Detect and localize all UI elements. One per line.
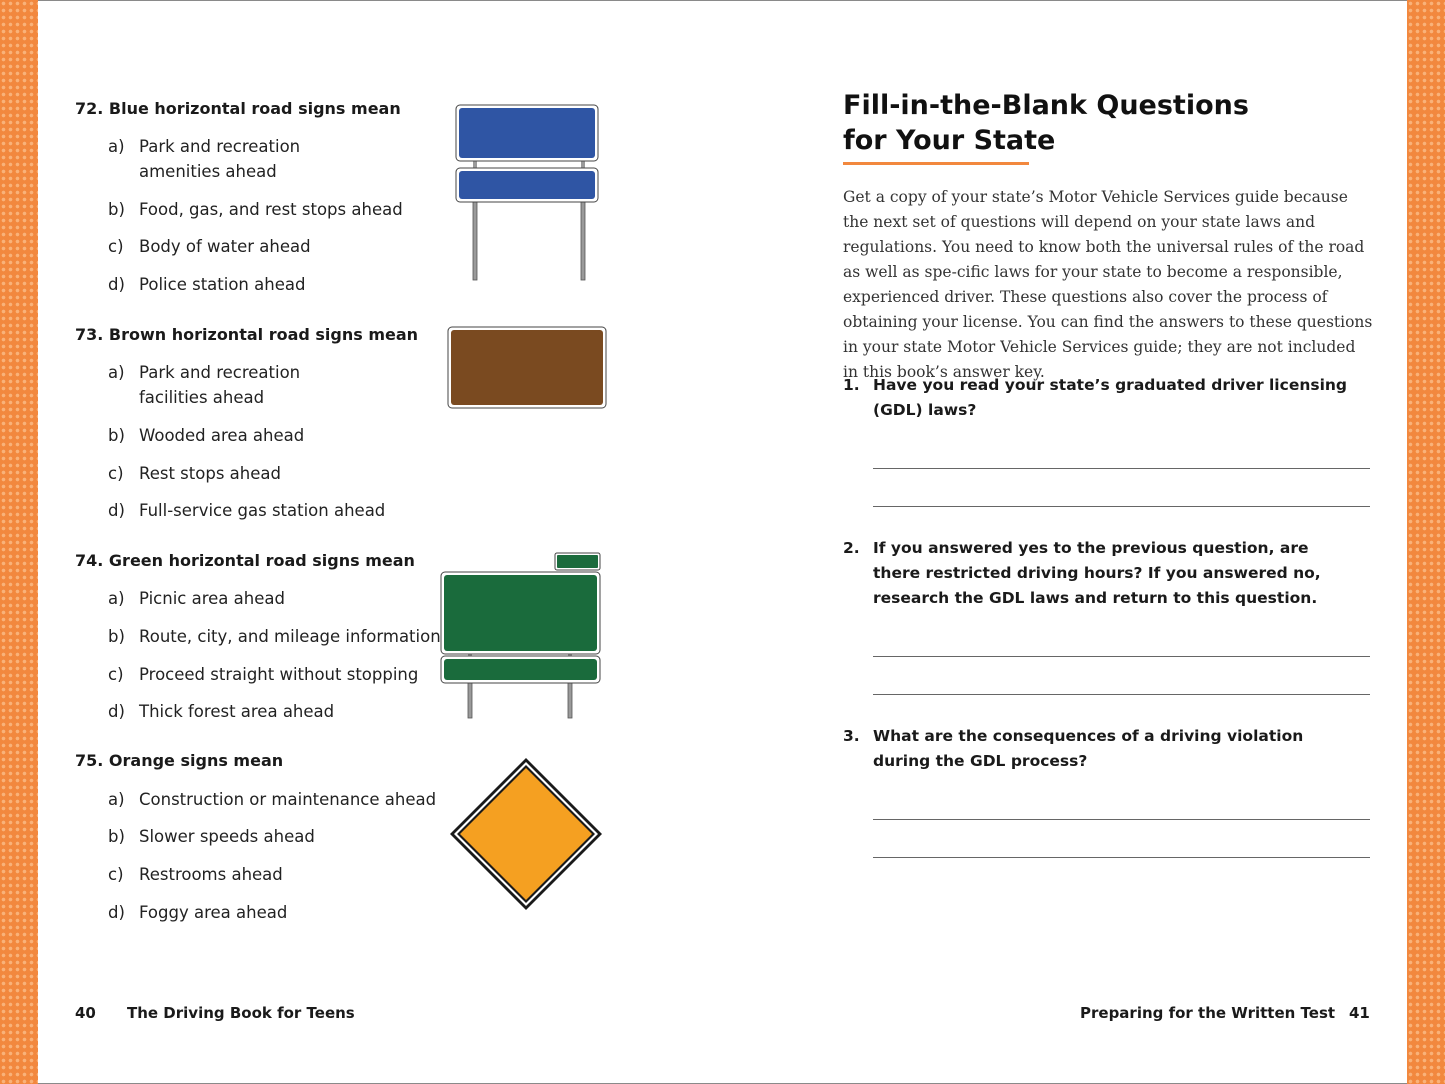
question-text: Have you read your state’s graduated driver licensing (GDL) laws? xyxy=(873,376,1348,419)
question-text: Green horizontal road signs mean xyxy=(108,551,415,570)
option-letter: b) xyxy=(108,200,125,219)
answer-line[interactable] xyxy=(873,819,1370,820)
intro-paragraph: Get a copy of your state’s Motor Vehicle Services guide because the next set of questions will depend on your state laws and regulations. You need to know both the universal rules of the road as well as spe-cific laws for your state to become a responsible, experienced driver. These questions also cover the process of obtaining your license. You can find the answers to these questions in your state Motor Vehicle Services guide; they are not included in this book’s answer key. xyxy=(843,188,1373,381)
option-text: Foggy area ahead xyxy=(139,903,288,922)
option-letter: c) xyxy=(108,237,124,256)
answer-line[interactable] xyxy=(873,506,1370,507)
green-road-sign-image xyxy=(438,550,606,722)
option-text: Thick forest area ahead xyxy=(139,702,335,721)
option-letter: c) xyxy=(108,464,124,483)
option-text: Body of water ahead xyxy=(139,237,311,256)
option-letter: a) xyxy=(108,589,125,608)
option-text: Food, gas, and rest stops ahead xyxy=(139,200,403,219)
brown-road-sign-image xyxy=(445,324,611,414)
question-number: 72. xyxy=(75,99,104,118)
question-number: 2. xyxy=(843,539,860,557)
question-text: Brown horizontal road signs mean xyxy=(108,325,419,344)
option-letter: a) xyxy=(108,790,125,809)
section-title: Preparing for the Written Test xyxy=(1080,1004,1336,1022)
option-text: Route, city, and mileage information xyxy=(139,627,441,646)
question-75 xyxy=(75,751,283,770)
question-text: Orange signs mean xyxy=(108,751,284,770)
option-letter: c) xyxy=(108,665,124,684)
left-edge-pattern xyxy=(0,0,38,1084)
question-number: 74. xyxy=(75,551,104,570)
option-text: Rest stops ahead xyxy=(139,464,281,483)
option-text: Proceed straight without stopping xyxy=(139,665,419,684)
option-text-continued: amenities ahead xyxy=(139,162,277,181)
question-number: 1. xyxy=(843,376,860,394)
option-letter: a) xyxy=(108,363,125,382)
option-letter: a) xyxy=(108,137,125,156)
question-text: Blue horizontal road signs mean xyxy=(108,99,401,118)
option-letter: c) xyxy=(108,865,124,884)
book-title: The Driving Book for Teens xyxy=(127,1004,355,1022)
option-letter: d) xyxy=(108,275,125,294)
option-text: Slower speeds ahead xyxy=(139,827,315,846)
option-letter: b) xyxy=(108,426,125,445)
blue-road-sign-image xyxy=(450,100,610,285)
question-text: What are the consequences of a driving violation during the GDL process? xyxy=(873,727,1304,770)
option-text: Picnic area ahead xyxy=(139,589,285,608)
heading-line-2: for Your State xyxy=(843,125,1056,156)
left-page-number: 40 xyxy=(75,1004,96,1022)
answer-line[interactable] xyxy=(873,857,1370,858)
option-text: Park and recreation xyxy=(139,363,301,382)
option-letter: d) xyxy=(108,903,125,922)
option-text: Park and recreation xyxy=(139,137,301,156)
answer-line[interactable] xyxy=(873,468,1370,469)
orange-construction-sign-image xyxy=(448,756,604,912)
option-text: Police station ahead xyxy=(139,275,306,294)
heading-line-1: Fill-in-the-Blank Questions xyxy=(843,90,1249,121)
option-text: Construction or maintenance ahead xyxy=(139,790,437,809)
heading-underline xyxy=(843,162,1029,165)
question-number: 3. xyxy=(843,727,860,745)
answer-line[interactable] xyxy=(873,656,1370,657)
option-letter: b) xyxy=(108,627,125,646)
option-text: Full-service gas station ahead xyxy=(139,501,386,520)
question-73 xyxy=(75,325,418,344)
right-page-number: 41 xyxy=(1349,1004,1370,1022)
option-text: Wooded area ahead xyxy=(139,426,305,445)
right-edge-pattern xyxy=(1407,0,1445,1084)
question-number: 73. xyxy=(75,325,104,344)
option-letter: d) xyxy=(108,501,125,520)
question-text: If you answered yes to the previous question, are there restricted driving hours? If you answered no, research the GDL laws and return to this question. xyxy=(873,539,1321,607)
option-letter: d) xyxy=(108,702,125,721)
option-letter: b) xyxy=(108,827,125,846)
question-number: 75. xyxy=(75,751,104,770)
question-72 xyxy=(75,99,401,118)
option-text: Restrooms ahead xyxy=(139,865,283,884)
answer-line[interactable] xyxy=(873,694,1370,695)
option-text-continued: facilities ahead xyxy=(139,388,265,407)
question-74 xyxy=(75,551,415,570)
section-heading xyxy=(843,88,1249,158)
